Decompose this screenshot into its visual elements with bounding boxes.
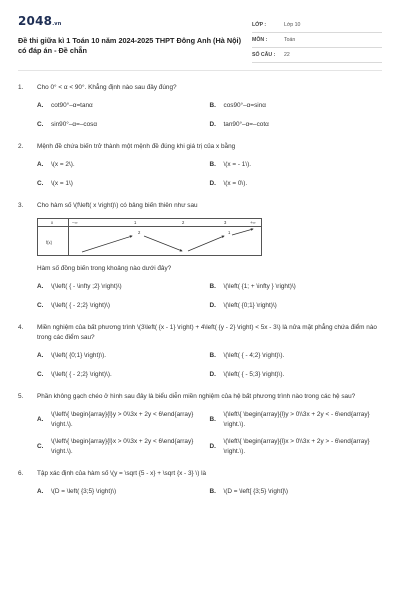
option-c[interactable]	[37, 370, 210, 380]
option-text: tan90°–α=–cotα	[223, 120, 269, 128]
table-x-label: x	[51, 220, 54, 225]
options	[37, 410, 382, 456]
option-b[interactable]	[210, 282, 383, 292]
option-text: cos90°–α=sinα	[223, 102, 266, 109]
option-letter: A.	[37, 283, 44, 290]
option-letter: C.	[37, 301, 44, 309]
option-letter: B.	[209, 415, 216, 423]
table-x3: 3	[224, 220, 227, 225]
option-a[interactable]	[37, 351, 210, 361]
question-6	[18, 469, 382, 497]
question-number: 4.	[18, 324, 24, 331]
variation-arrows	[38, 219, 263, 257]
question-text: Tập xác định của hàm số \(y = \sqrt {5 - x} + \sqrt {x - 3} \) là	[37, 470, 207, 477]
option-text: \(\left\{ \begin{array}{l}y > 0\\3x + 2y < 6\end{array} \right.\).	[51, 411, 194, 428]
option-c[interactable]	[37, 301, 210, 311]
option-text: \(x = 1\)	[51, 179, 73, 187]
option-letter: A.	[37, 102, 44, 109]
meta-count-value: 22	[284, 52, 290, 58]
option-text: \(\left( { - \infty ;2} \right)\)	[51, 283, 122, 290]
table-y2: 1	[228, 230, 231, 235]
option-b[interactable]	[210, 410, 383, 429]
option-c[interactable]	[37, 437, 210, 456]
option-text: \(\left( { - 4;2} \right)\).	[223, 352, 285, 359]
option-letter: A.	[37, 161, 44, 168]
exam-meta	[252, 18, 382, 63]
option-letter: C.	[37, 179, 44, 187]
option-d[interactable]	[210, 179, 383, 189]
arrow-up-1	[82, 236, 132, 252]
options	[37, 160, 382, 188]
option-letter: D.	[209, 120, 216, 128]
variation-table	[37, 218, 262, 256]
question-text: Mệnh đề chứa biến trở thành một mệnh đề đúng khi giá trị của x bằng	[37, 143, 236, 150]
option-text: \(\left( { - 2;2} \right)\)	[51, 301, 110, 309]
option-letter: D.	[209, 179, 216, 187]
option-letter: B.	[209, 352, 216, 359]
meta-count-row	[252, 48, 382, 63]
option-text: \(D = \left[ {3;5} \right]\)	[223, 488, 288, 495]
option-b[interactable]	[210, 160, 383, 170]
question-4	[18, 323, 382, 379]
question-2	[18, 142, 382, 188]
option-letter: D.	[209, 301, 216, 309]
option-letter: C.	[37, 120, 44, 128]
meta-subject-value: Toán	[284, 37, 296, 43]
option-text: cot90°–α=tanα	[51, 102, 93, 109]
option-text: \(\left\{ \begin{array}{l}x > 0\\3x + 2y < 6\end{array} \right.\).	[51, 438, 194, 455]
meta-subject-label: MÔN :	[252, 37, 268, 43]
option-text: \(\left\{ \begin{array}{l}y > 0\\3x + 2y < - 6\end{array} \right.\).	[223, 411, 370, 428]
option-text: \(\left( { - 5;3} \right)\).	[223, 370, 285, 378]
header	[18, 14, 382, 63]
logo-suffix: .vn	[52, 21, 62, 27]
meta-class-value: Lớp 10	[284, 22, 301, 28]
table-x1: 1	[134, 220, 137, 225]
option-letter: A.	[37, 352, 44, 359]
option-a[interactable]	[37, 487, 210, 497]
options	[37, 282, 382, 310]
logo-text: 2048	[18, 14, 53, 28]
option-text: \(\left( {0;1} \right)\).	[51, 352, 107, 359]
option-letter: B.	[209, 102, 216, 109]
option-d[interactable]	[210, 437, 383, 456]
question-5	[18, 392, 382, 456]
option-letter: A.	[37, 488, 44, 495]
option-text: \(D = \left( {3;5} \right)\)	[51, 488, 117, 495]
question-number: 5.	[18, 393, 24, 400]
option-text: \(\left( {0;1} \right)\)	[223, 301, 277, 309]
arrow-down	[144, 236, 182, 251]
question-text: Cho hàm số \(f\left( x \right)\) có bảng biến thiên như sau	[37, 202, 198, 209]
option-letter: B.	[209, 488, 216, 495]
option-letter: D.	[209, 442, 216, 450]
option-a[interactable]	[37, 282, 210, 292]
table-neg-inf: −∞	[72, 220, 78, 225]
question-number: 2.	[18, 143, 24, 150]
option-text: \(x = 0\).	[223, 179, 248, 187]
question-text: Miền nghiệm của bất phương trình \(3\left( {x - 1} \right) + 4\left( {y - 2} \right) < 5x - 3\) là nửa mặt phẳng chứa điểm nào trong các điểm sau?	[37, 324, 377, 341]
question-number: 1.	[18, 84, 24, 91]
table-x2: 2	[182, 220, 185, 225]
option-text: \(\left( { - 2;2} \right)\).	[51, 370, 112, 378]
meta-class-row	[252, 18, 382, 33]
option-b[interactable]	[210, 351, 383, 361]
question-3	[18, 201, 382, 310]
option-d[interactable]	[210, 120, 383, 130]
arrow-up-3	[232, 229, 253, 235]
option-d[interactable]	[210, 370, 383, 380]
option-letter: C.	[37, 442, 44, 450]
option-letter: D.	[209, 370, 216, 378]
options	[37, 101, 382, 129]
option-letter: B.	[209, 283, 216, 290]
option-a[interactable]	[37, 410, 210, 429]
meta-count-label: SỐ CÂU :	[252, 52, 276, 58]
option-a[interactable]	[37, 160, 210, 170]
table-y1: 2	[138, 230, 141, 235]
options	[37, 351, 382, 379]
question-number-spacer	[18, 264, 37, 274]
option-c[interactable]	[37, 179, 210, 189]
option-letter: A.	[37, 415, 44, 423]
option-b[interactable]	[210, 487, 383, 497]
option-text: \(\left\{ \begin{array}{l}x > 0\\3x + 2y > - 6\end{array} \right.\).	[223, 438, 370, 455]
option-text: \(x = 2\).	[51, 161, 75, 168]
options	[37, 487, 382, 497]
table-f-label: f(x)	[46, 240, 53, 245]
header-left	[18, 14, 248, 63]
question-1	[18, 83, 382, 129]
divider	[18, 70, 382, 71]
table-pos-inf: +∞	[250, 220, 256, 225]
option-a[interactable]	[37, 101, 210, 111]
question-text: Phần không gạch chéo ở hình sau đây là biểu diễn miền nghiệm của hệ bất phương trình nào trong các hệ sau?	[37, 393, 356, 400]
exam-title: Đề thi giữa kì 1 Toán 10 năm 2024-2025 THPT Đông Anh (Hà Nội) có đáp án - Đề chẵn	[18, 36, 242, 55]
arrow-up-2	[188, 236, 224, 251]
option-c[interactable]	[37, 120, 210, 130]
site-logo[interactable]	[18, 14, 248, 28]
question-subtext: Hàm số đồng biến trong khoảng nào dưới đây?	[37, 265, 172, 272]
option-d[interactable]	[210, 301, 383, 311]
meta-class-label: LỚP :	[252, 22, 267, 28]
option-b[interactable]	[210, 101, 383, 111]
question-number: 6.	[18, 470, 24, 477]
option-letter: B.	[209, 161, 216, 168]
option-text: \(\left( {1; + \infty } \right)\)	[223, 283, 296, 290]
question-text: Cho 0° < α < 90°. Khẳng định nào sau đây đúng?	[37, 84, 177, 91]
question-number: 3.	[18, 202, 24, 209]
meta-subject-row	[252, 33, 382, 48]
option-text: \(x = - 1\).	[223, 161, 252, 168]
option-letter: C.	[37, 370, 44, 378]
option-text: sin90°–α=–cosα	[51, 120, 98, 128]
